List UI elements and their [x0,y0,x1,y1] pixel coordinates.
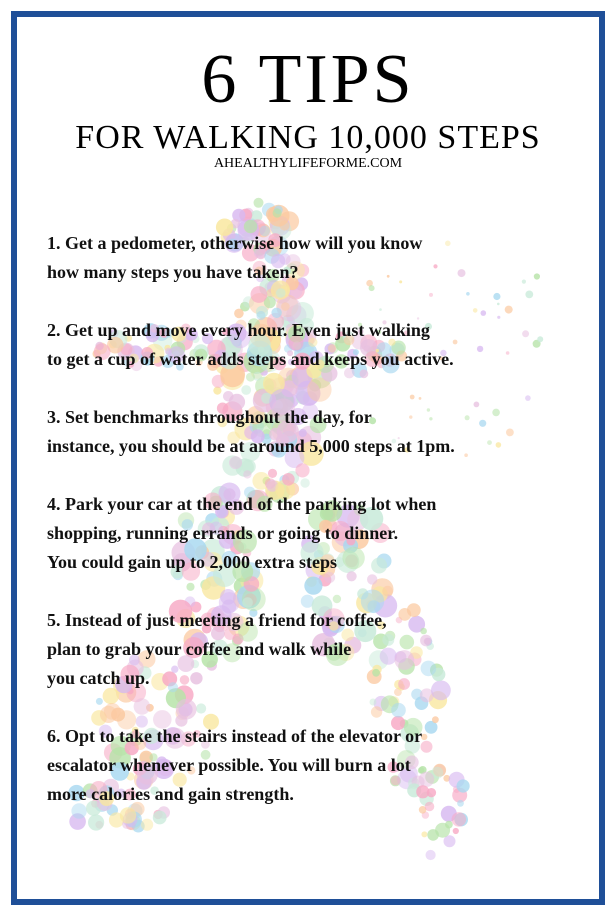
tips-list [47,229,592,838]
site-url: AHEALTHYLIFEFORME.COM [213,156,403,171]
poster-title: 6 TIPS [201,41,415,118]
tip-3: 3. Set benchmarks throughout the day, for instance, you should be at around 5,000 steps at 1pm. [47,407,455,456]
tip-2: 2. Get up and move every hour. Even just walking to get a cup of water adds steps and keeps you active. [47,320,454,369]
tip-1: 1. Get a pedometer, otherwise how will you know how many steps you have taken? [47,233,423,282]
poster-subtitle: FOR WALKING 10,000 STEPS [75,119,541,156]
tip-4: 4. Park your car at the end of the parking lot when shopping, running errands or going to dinner. You could gain up to 2,000 extra steps [47,494,437,572]
tip-5: 5. Instead of just meeting a friend for coffee, plan to grab your coffee and walk while you catch up. [47,610,387,688]
bubble-dot [273,208,282,217]
poster-frame [11,11,605,905]
bubble-dot [254,198,264,208]
tip-6: 6. Opt to take the stairs instead of the elevator or escalator whenever possible. You will burn a lot more calories and gain strength. [47,726,423,804]
bubble-dot [426,850,436,860]
